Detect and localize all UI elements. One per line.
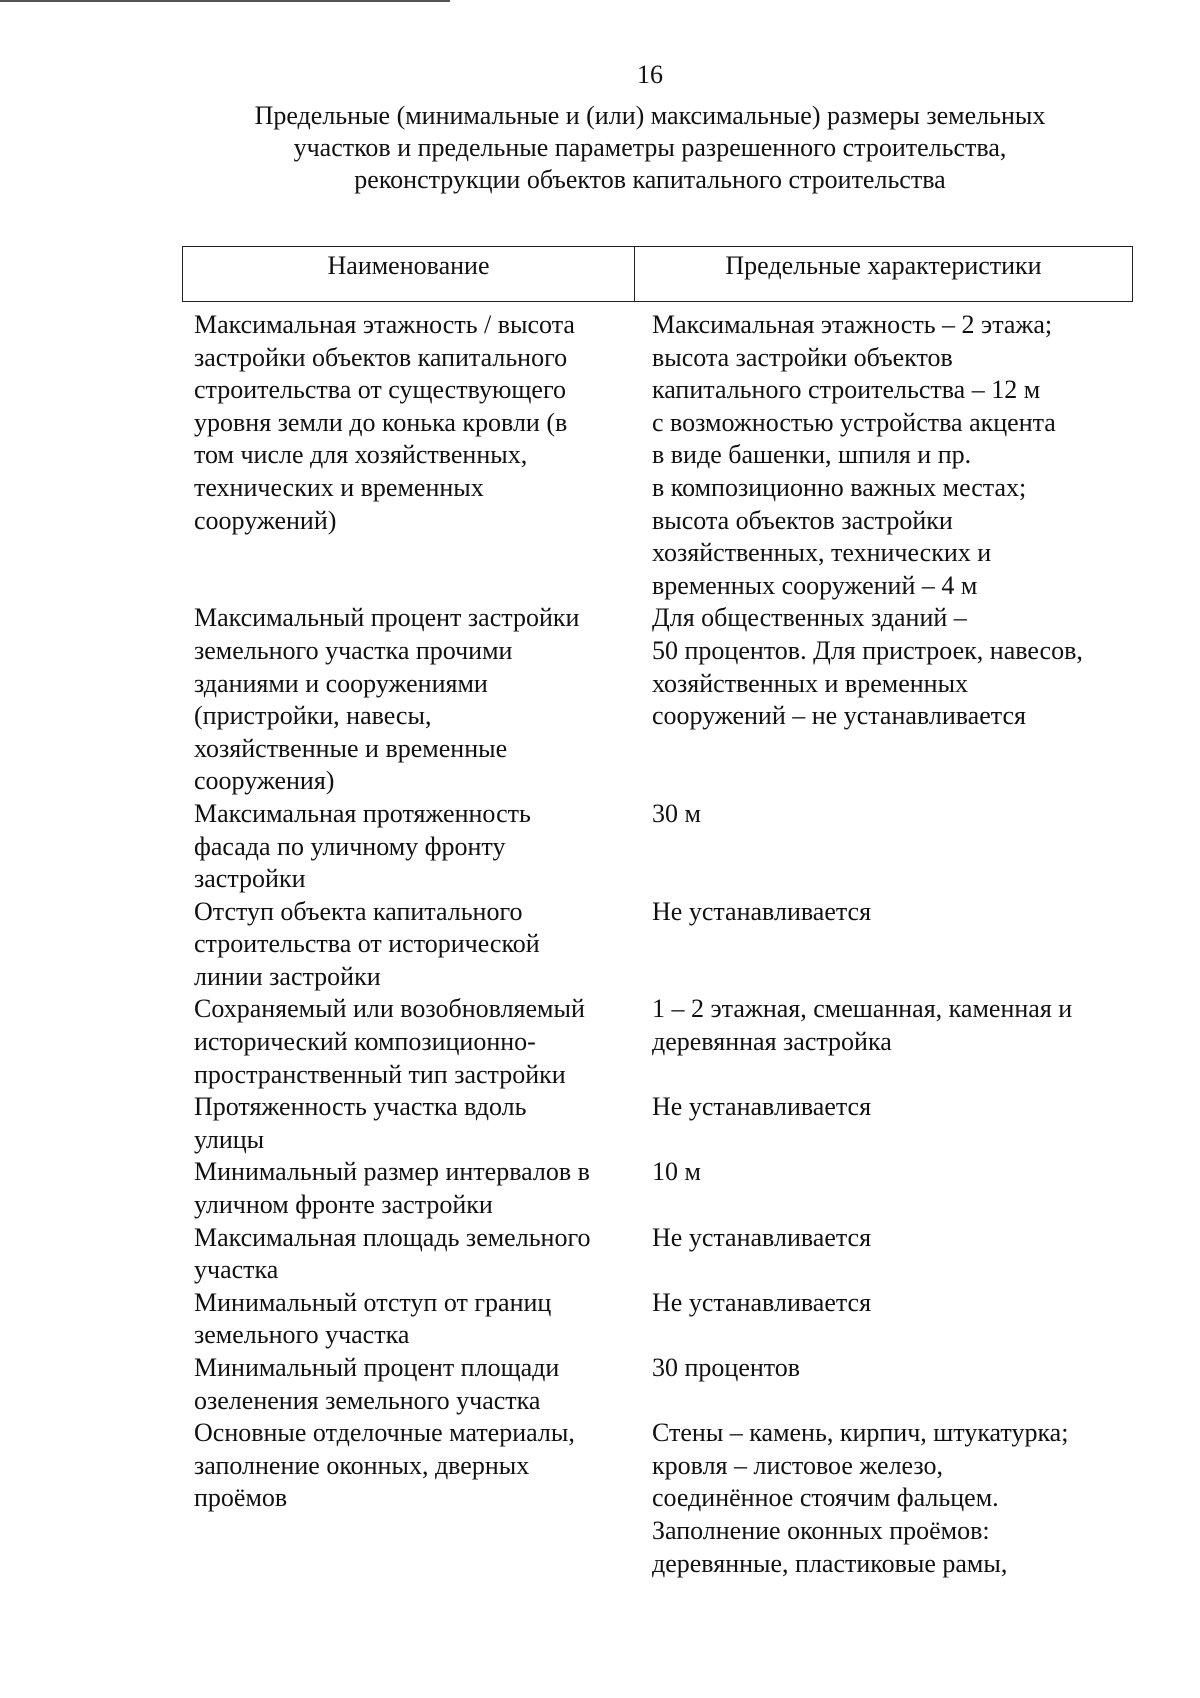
header-name-column: Наименование bbox=[183, 247, 635, 301]
cell-line: в виде башенки, шпиля и пр. bbox=[652, 440, 972, 470]
row-value-cell bbox=[649, 602, 1134, 798]
title-line: участков и предельные параметры разрешенного строительства, bbox=[293, 133, 1007, 162]
cell-line: проёмов bbox=[194, 1483, 288, 1513]
cell-line: Основные отделочные материалы, bbox=[194, 1418, 575, 1448]
cell-line: Протяженность участка вдоль bbox=[194, 1092, 527, 1122]
cell-line: том числе для хозяйственных, bbox=[194, 440, 528, 470]
cell-line: Для общественных зданий – bbox=[652, 603, 967, 633]
row-name-cell bbox=[194, 1222, 649, 1287]
row-name-cell bbox=[194, 896, 649, 994]
cell-line: Минимальный отступ от границ bbox=[194, 1287, 552, 1317]
cell-line: строительства от существующего bbox=[194, 375, 566, 405]
cell-line: застройки bbox=[194, 864, 306, 894]
table-row bbox=[194, 993, 1134, 1091]
cell-line: Не устанавливается bbox=[652, 1092, 872, 1122]
cell-line: Отступ объекта капитального bbox=[194, 896, 523, 926]
row-value-cell bbox=[649, 1091, 1134, 1156]
row-value-cell bbox=[649, 993, 1134, 1091]
cell-line: строительства от исторической bbox=[194, 929, 540, 959]
document-title bbox=[150, 100, 1150, 196]
cell-line: высота объектов застройки bbox=[652, 505, 953, 535]
row-value-cell bbox=[649, 1222, 1134, 1287]
cell-line: кровля – листовое железо, bbox=[652, 1450, 944, 1480]
row-name-cell bbox=[194, 1417, 649, 1580]
table-row bbox=[194, 798, 1134, 896]
cell-line: пространственный тип застройки bbox=[194, 1059, 566, 1089]
title-line: реконструкции объектов капитального строительства bbox=[354, 165, 946, 194]
row-value-cell bbox=[649, 309, 1134, 602]
table-row bbox=[194, 602, 1134, 798]
cell-line: 30 м bbox=[652, 798, 701, 828]
cell-line: сооружений) bbox=[194, 505, 337, 535]
cell-line: с возможностью устройства акцента bbox=[652, 407, 1056, 437]
cell-line: Максимальный процент застройки bbox=[194, 603, 580, 633]
cell-line: Максимальная этажность / высота bbox=[194, 310, 575, 339]
cell-line: (пристройки, навесы, bbox=[194, 701, 432, 731]
cell-line: Минимальный размер интервалов в bbox=[194, 1157, 590, 1187]
row-value-cell bbox=[649, 1417, 1134, 1580]
title-line: Предельные (минимальные и (или) максимальные) размеры земельных bbox=[254, 101, 1046, 130]
header-characteristics-column: Предельные характеристики bbox=[725, 251, 1042, 280]
row-name-cell bbox=[194, 1287, 649, 1352]
cell-line: капитального строительства – 12 м bbox=[652, 375, 1041, 405]
table-row bbox=[194, 1091, 1134, 1156]
cell-line: технических и временных bbox=[194, 472, 484, 502]
table-row bbox=[194, 1287, 1134, 1352]
row-name-cell bbox=[194, 602, 649, 798]
table-row bbox=[194, 896, 1134, 994]
cell-line: 1 – 2 этажная, смешанная, каменная и bbox=[652, 994, 1073, 1024]
cell-line: Не устанавливается bbox=[652, 1287, 872, 1317]
table-row bbox=[194, 1352, 1134, 1417]
cell-line: Не устанавливается bbox=[652, 896, 872, 926]
row-value-cell bbox=[649, 1287, 1134, 1352]
cell-line: исторический композиционно- bbox=[194, 1027, 536, 1057]
cell-line: Минимальный процент площади bbox=[194, 1353, 560, 1382]
row-name-cell bbox=[194, 309, 649, 602]
cell-line: 30 процентов bbox=[652, 1353, 801, 1382]
row-value-cell bbox=[649, 896, 1134, 994]
row-name-cell bbox=[194, 798, 649, 896]
cell-line: уличном фронте застройки bbox=[194, 1190, 493, 1220]
scan-edge-line bbox=[0, 0, 450, 2]
cell-line: земельного участка прочими bbox=[194, 635, 513, 665]
cell-line: уровня земли до конька кровли (в bbox=[194, 407, 568, 437]
row-name-cell bbox=[194, 1352, 649, 1417]
cell-line: Максимальная площадь земельного bbox=[194, 1222, 591, 1252]
cell-line: участка bbox=[194, 1255, 279, 1285]
cell-line: фасада по уличному фронту bbox=[194, 831, 506, 861]
row-name-cell bbox=[194, 1156, 649, 1221]
cell-line: в композиционно важных местах; bbox=[652, 472, 1027, 502]
cell-line: застройки объектов капитального bbox=[194, 342, 568, 372]
table-row bbox=[194, 1156, 1134, 1221]
cell-line: высота застройки объектов bbox=[652, 342, 953, 372]
cell-line: зданиями и сооружениями bbox=[194, 668, 488, 698]
cell-line: деревянная застройка bbox=[652, 1027, 892, 1057]
cell-line: 50 процентов. Для пристроек, навесов, bbox=[652, 635, 1083, 665]
cell-line: 10 м bbox=[652, 1157, 701, 1187]
row-value-cell bbox=[649, 1156, 1134, 1221]
cell-line: соединённое стоячим фальцем. bbox=[652, 1483, 999, 1513]
cell-line: временных сооружений – 4 м bbox=[652, 570, 978, 600]
cell-line: сооружения) bbox=[194, 766, 335, 796]
cell-line: земельного участка bbox=[194, 1320, 410, 1350]
cell-line: Сохраняемый или возобновляемый bbox=[194, 994, 585, 1024]
table-row bbox=[194, 1417, 1134, 1580]
cell-line: Стены – камень, кирпич, штукатурка; bbox=[652, 1418, 1069, 1448]
cell-line: сооружений – не устанавливается bbox=[652, 701, 1026, 731]
cell-line: хозяйственных, технических и bbox=[652, 538, 992, 568]
table-body bbox=[194, 309, 1134, 1580]
cell-line: озеленения земельного участка bbox=[194, 1385, 541, 1415]
cell-line: улицы bbox=[194, 1124, 265, 1154]
row-name-cell bbox=[194, 1091, 649, 1156]
cell-line: Максимальная этажность – 2 этажа; bbox=[652, 310, 1053, 339]
cell-line: деревянные, пластиковые рамы, bbox=[652, 1548, 1008, 1578]
cell-line: хозяйственные и временные bbox=[194, 733, 508, 763]
cell-line: Максимальная протяженность bbox=[194, 798, 531, 828]
table-header bbox=[182, 246, 1133, 302]
row-value-cell bbox=[649, 1352, 1134, 1417]
cell-line: линии застройки bbox=[194, 961, 381, 991]
cell-line: Не устанавливается bbox=[652, 1222, 872, 1252]
cell-line: Заполнение оконных проёмов: bbox=[652, 1515, 990, 1545]
row-name-cell bbox=[194, 993, 649, 1091]
cell-line: заполнение оконных, дверных bbox=[194, 1450, 530, 1480]
row-value-cell bbox=[649, 798, 1134, 896]
table-row bbox=[194, 309, 1134, 602]
table-row bbox=[194, 1222, 1134, 1287]
page-number: 16 bbox=[637, 60, 663, 89]
cell-line: хозяйственных и временных bbox=[652, 668, 969, 698]
